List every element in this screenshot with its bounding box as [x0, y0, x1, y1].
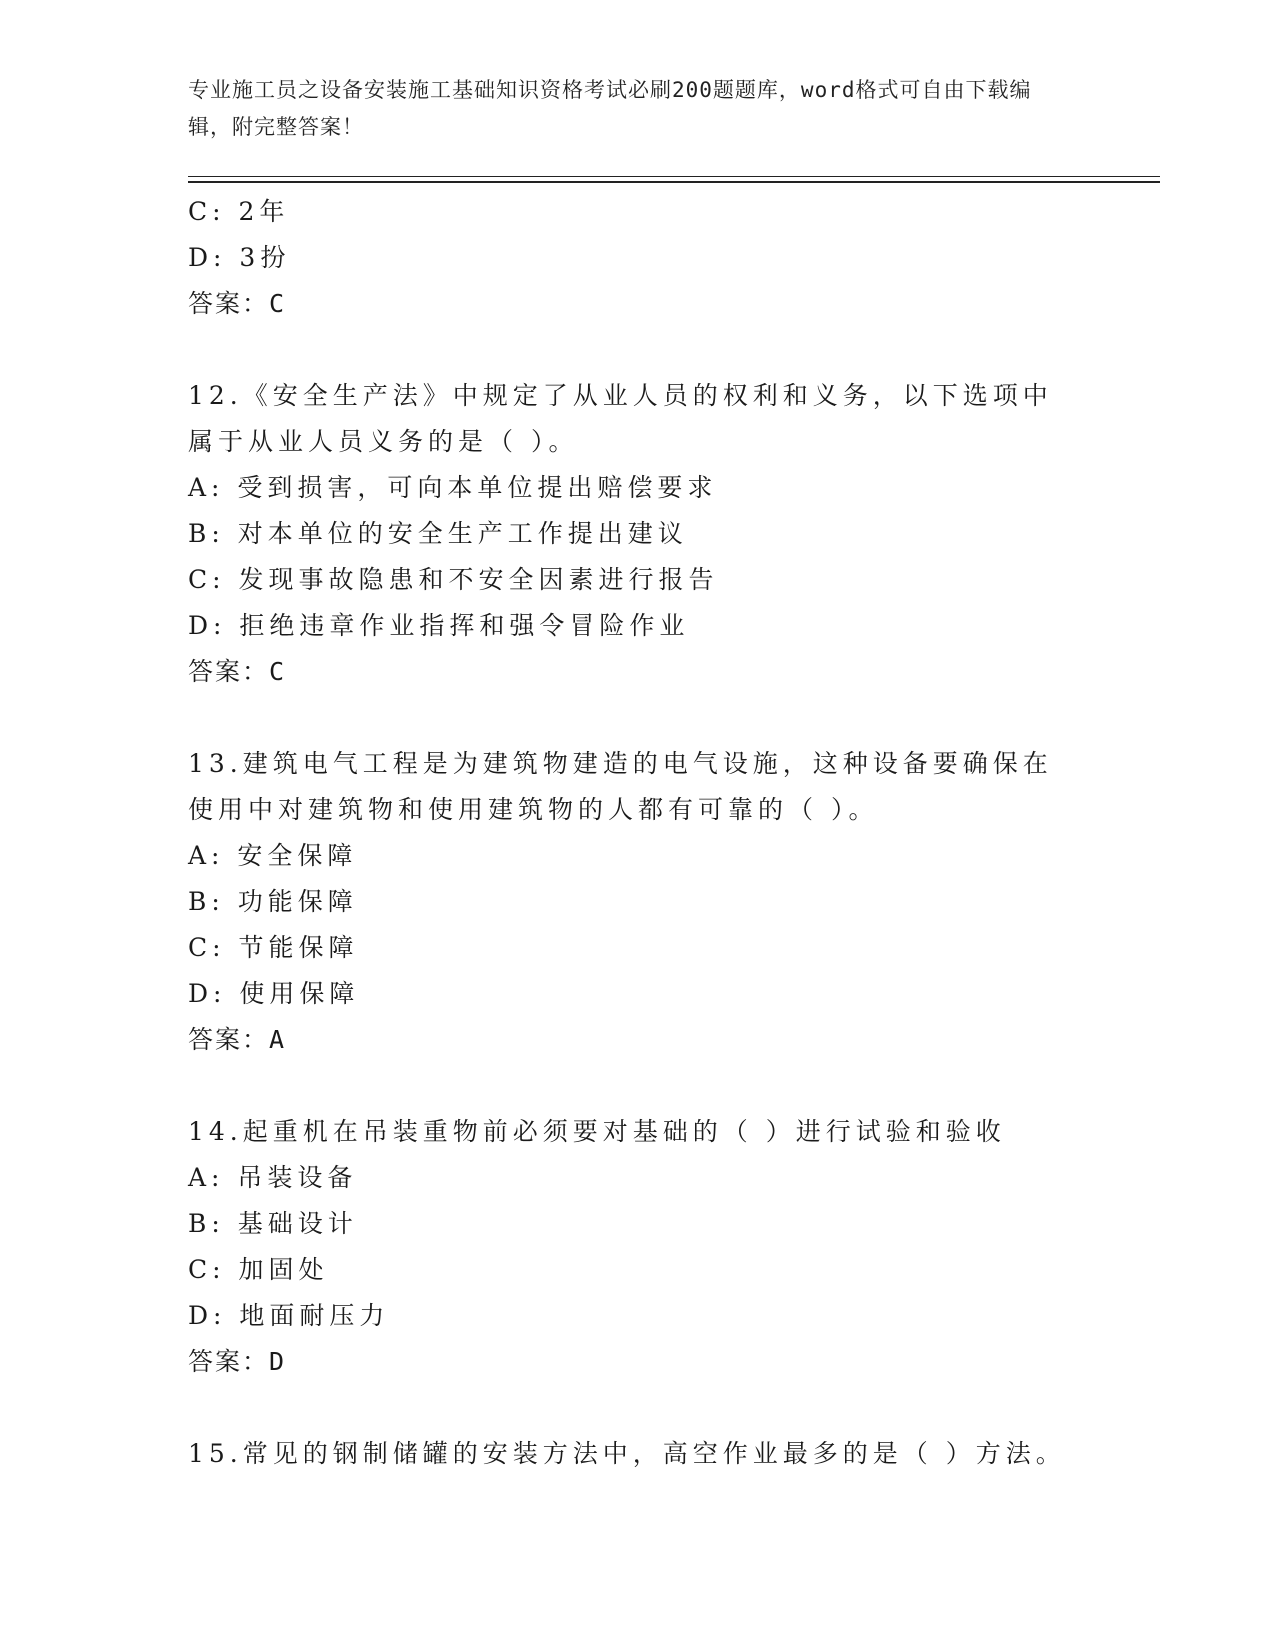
question-14-option-d: D: 地面耐压力 [188, 1301, 390, 1330]
question-14-answer: 答案：D [188, 1347, 287, 1376]
header-divider-thin [188, 176, 1160, 177]
question-12-answer: 答案：C [188, 657, 287, 686]
question-14-option-c: C: 加固处 [188, 1255, 329, 1284]
question-12-option-b: B: 对本单位的安全生产工作提出建议 [188, 519, 688, 548]
question-content [188, 189, 1088, 1477]
header-divider-thick [188, 181, 1160, 183]
question-12-stem: 12.《安全生产法》中规定了从业人员的权利和义务，以下选项中属于从业人员义务的是（ ）。 [188, 381, 1053, 456]
option-c: C: 2年 [188, 197, 290, 226]
question-13-option-c: C: 节能保障 [188, 933, 359, 962]
question-12-option-d: D: 拒绝违章作业指挥和强令冒险作业 [188, 611, 690, 640]
question-13-option-d: D: 使用保障 [188, 979, 360, 1008]
question-14-option-b: B: 基础设计 [188, 1209, 358, 1238]
question-12-option-a: A: 受到损害，可向本单位提出赔偿要求 [188, 473, 718, 502]
question-15-stem: 15.常见的钢制储罐的安装方法中，高空作业最多的是（ ）方法。 [188, 1439, 1066, 1468]
question-13-option-a: A: 安全保障 [188, 841, 358, 870]
answer-line: 答案：C [188, 289, 287, 318]
question-13-stem: 13.建筑电气工程是为建筑物建造的电气设施，这种设备要确保在使用中对建筑物和使用建筑物的人都有可靠的（ ）。 [188, 749, 1053, 824]
question-13-option-b: B: 功能保障 [188, 887, 358, 916]
question-14-stem: 14.起重机在吊装重物前必须要对基础的（ ）进行试验和验收 [188, 1117, 1006, 1146]
option-d: D: 3扮 [188, 243, 291, 272]
question-12-option-c: C: 发现事故隐患和不安全因素进行报告 [188, 565, 719, 594]
document-header: 专业施工员之设备安装施工基础知识资格考试必刷200题题库，word格式可自由下载编辑，附完整答案！ [188, 78, 1032, 139]
question-13-answer: 答案：A [188, 1025, 287, 1054]
question-14-option-a: A: 吊装设备 [188, 1163, 358, 1192]
